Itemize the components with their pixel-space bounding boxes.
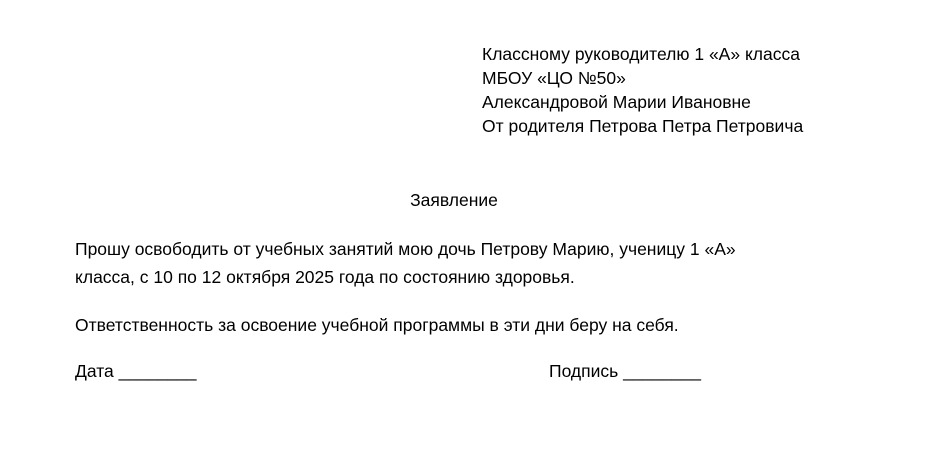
request-paragraph-line-1: Прошу освободить от учебных занятий мою дочь Петрову Марию, ученицу 1 «А» (75, 239, 736, 259)
request-paragraph-line-2: класса, с 10 по 12 октября 2025 года по состоянию здоровья. (75, 267, 575, 287)
addressee-line-school: МБОУ «ЦО №50» (482, 68, 626, 88)
addressee-line-name: Александровой Марии Ивановне (482, 92, 751, 112)
signature-field: Подпись ________ (549, 361, 701, 381)
request-paragraph (75, 235, 815, 291)
addressee-block (482, 42, 922, 138)
document-title: Заявление (410, 190, 498, 210)
addressee-line-sender: От родителя Петрова Петра Петровича (482, 116, 804, 136)
responsibility-paragraph: Ответственность за освоение учебной программы в эти дни беру на себя. (75, 315, 679, 335)
date-field: Дата ________ (75, 361, 197, 381)
addressee-line-recipient: Классному руководителю 1 «А» класса (482, 44, 800, 64)
